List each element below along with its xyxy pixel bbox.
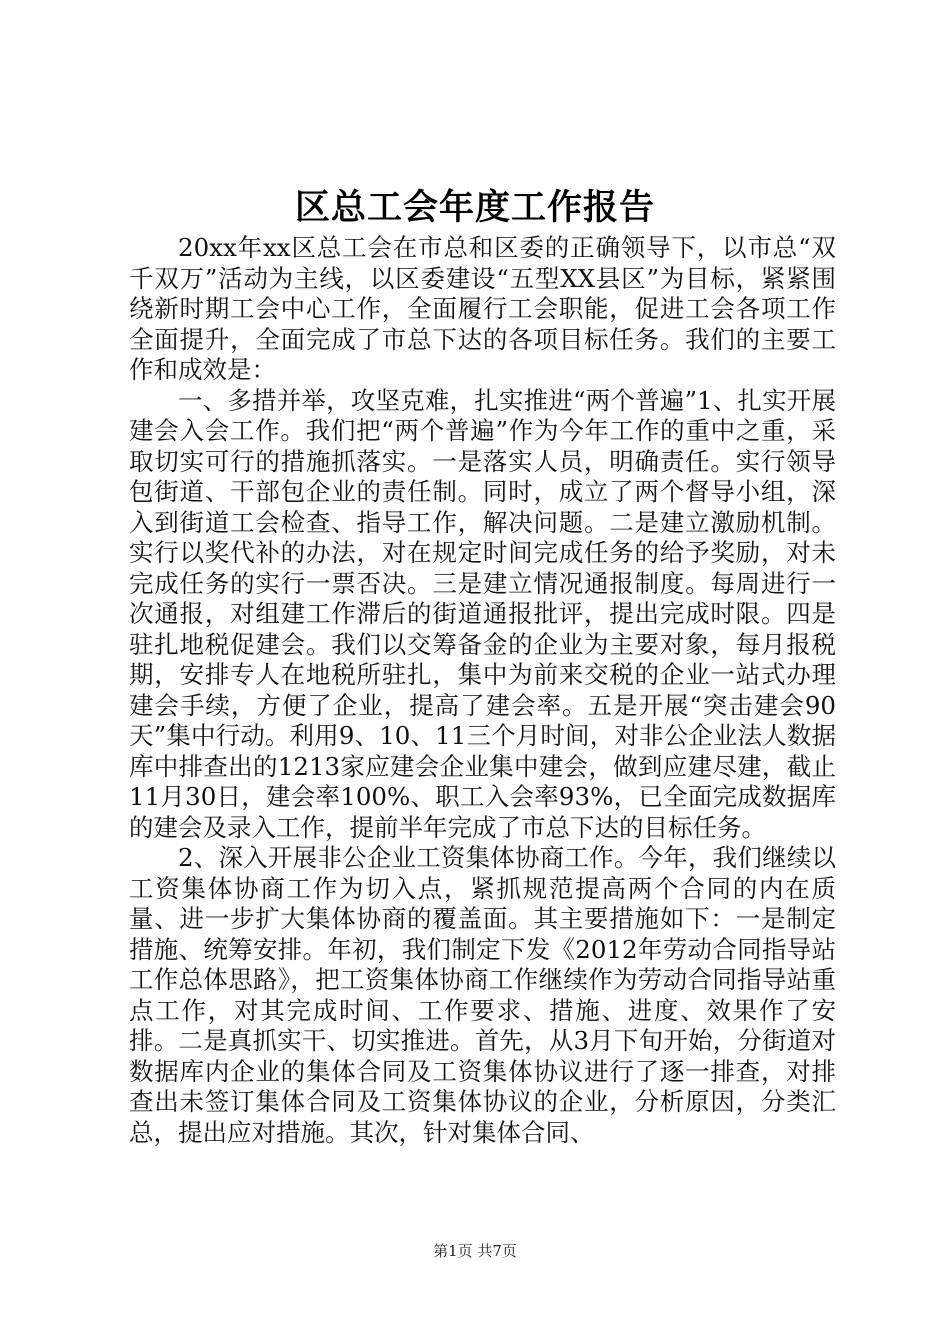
paragraph-intro: 20xx年xx区总工会在市总和区委的正确领导下，以市总“双千双万”活动为主线，以区委建设“五型XX县区”为目标，紧紧围绕新时期工会中心工作，全面履行工会职能，促进工会各项工作全面提升，全面完成了市总下达的各项目标任务。我们的主要工作和成效是： [129,233,836,384]
document-body [129,233,836,1148]
page-footer: 第1页 共7页 [433,1242,517,1260]
paragraph-section-2: 2、深入开展非公企业工资集体协商工作。今年，我们继续以工资集体协商工作为切入点，紧抓规范提高两个合同的内在质量、进一步扩大集体协商的覆盖面。其主要措施如下：一是制定措施、统筹安排。年初，我们制定下发《2012年劳动合同指导站工作总体思路》，把工资集体协商工作继续作为劳动合同指导站重点工作，对其完成时间、工作要求、措施、进度、效果作了安排。二是真抓实干、切实推进。首先，从3月下旬开始，分街道对数据库内企业的集体合同及工资集体协议进行了逐一排查，对排查出未签订集体合同及工资集体协议的企业，分析原因，分类汇总，提出应对措施。其次，针对集体合同、 [129,843,836,1147]
paragraph-section-1: 一、多措并举，攻坚克难，扎实推进“两个普遍”1、扎实开展建会入会工作。我们把“两个普遍”作为今年工作的重中之重，采取切实可行的措施抓落实。一是落实人员，明确责任。实行领导包街道、干部包企业的责任制。同时，成立了两个督导小组，深入到街道工会检查、指导工作，解决问题。二是建立激励机制。实行以奖代补的办法，对在规定时间完成任务的给予奖励，对未完成任务的实行一票否决。三是建立情况通报制度。每周进行一次通报，对组建工作滞后的街道通报批评，提出完成时限。四是驻扎地税促建会。我们以交筹备金的企业为主要对象，每月报税期，安排专人在地税所驻扎，集中为前来交税的企业一站式办理建会手续，方便了企业，提高了建会率。五是开展“突击建会90天”集中行动。利用9、10、11三个月时间，对非公企业法人数据库中排查出的1213家应建会企业集中建会，做到应建尽建，截止11月30日，建会率100%、职工入会率93%，已全面完成数据库的建会及录入工作，提前半年完成了市总下达的目标任务。 [129,385,836,842]
document-title: 区总工会年度工作报告 [294,187,655,228]
